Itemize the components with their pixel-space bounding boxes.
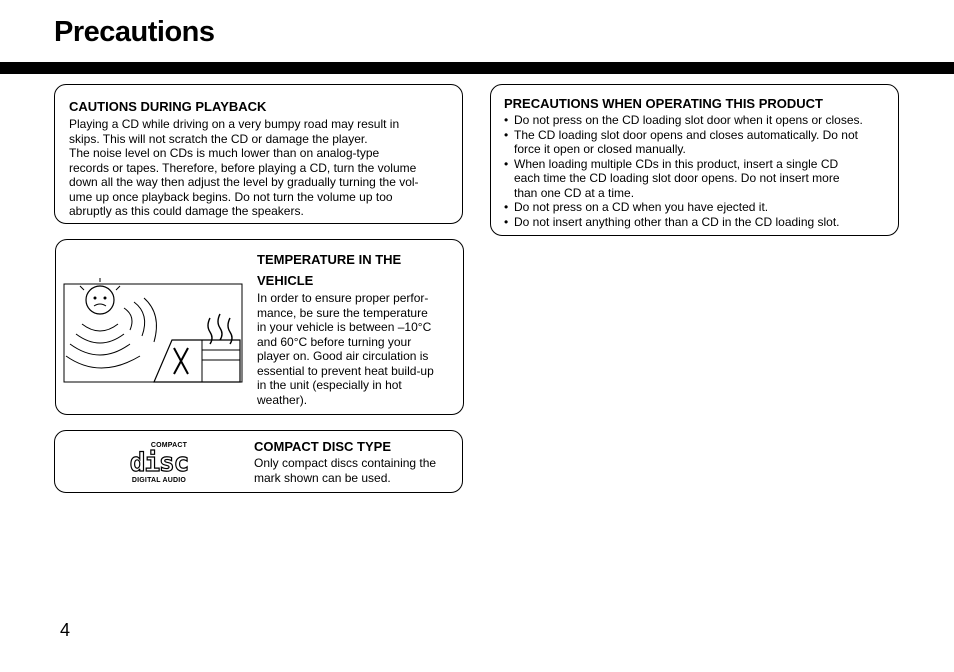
text-line: In order to ensure proper perfor- [257,291,429,305]
text-line: player on. Good air circulation is [257,349,429,363]
temperature-heading: TEMPERATURE IN THE [257,252,402,267]
compact-disc-box [54,430,463,493]
text-line: abruptly as this could damage the speakers. [69,204,304,218]
title-rule [0,62,954,74]
compact-disc-heading: COMPACT DISC TYPE [254,439,391,454]
text-line: • Do not insert anything other than a CD in the CD loading slot. [514,214,840,229]
cautions-playback-heading: CAUTIONS DURING PLAYBACK [69,99,267,114]
text-line: weather). [257,392,308,407]
list-item [504,215,898,230]
page-number: 4 [60,620,71,640]
text-line: • Do not press on a CD when you have ejected it. [514,200,769,214]
text-line: mance, be sure the temperature [257,305,428,320]
list-item [504,113,898,128]
temperature-heading: VEHICLE [257,273,314,288]
text-line: and 60°C before turning your [257,334,412,349]
text-line: force it open or closed manually. [514,142,686,156]
text-line: mark shown can be used. [254,470,391,485]
text-line: Playing a CD while driving on a very bumpy road may result in [69,117,400,131]
operating-bullet-list [504,113,898,229]
logo-bottom-text: DIGITAL AUDIO [131,477,187,484]
operating-box [490,84,899,236]
text-line: Only compact discs containing the [254,456,437,470]
text-line: in the unit (especially in hot [257,378,402,392]
text-line: ume up once playback begins. Do not turn the volume up too [69,189,393,204]
operating-heading: PRECAUTIONS WHEN OPERATING THIS PRODUCT [504,96,823,111]
list-item [504,200,898,215]
text-line: records or tapes. Therefore, before playing a CD, turn the volume [69,160,417,175]
text-line: • The CD loading slot door opens and closes automatically. Do not [514,127,858,142]
list-item [504,128,898,157]
text-line: each time the CD loading slot door opens. Do not insert more [514,171,840,185]
page-title: Precautions [54,16,215,48]
text-line: essential to prevent heat build-up [257,363,434,378]
text-line: • Do not press on the CD loading slot door when it opens or closes. [514,113,863,127]
text-line: down all the way then adjust the level by gradually turning the vol- [69,175,419,189]
list-item [504,157,898,201]
hot-car-illustration [62,278,247,388]
text-line: • When loading multiple CDs in this product, insert a single CD [514,156,839,171]
temperature-text [257,291,457,407]
logo-disc-text: disc [129,448,189,478]
cautions-playback-text [69,117,462,219]
text-line: The noise level on CDs is much lower than on analog-type [69,146,380,160]
text-line: skips. This will not scratch the CD or damage the player. [69,131,368,146]
compact-disc-logo [123,442,195,486]
cautions-playback-box [54,84,463,224]
text-line: in your vehicle is between –10°C [257,320,432,334]
logo-top-text: COMPACT [150,442,188,449]
text-line: than one CD at a time. [514,185,635,200]
temperature-box [55,239,464,415]
